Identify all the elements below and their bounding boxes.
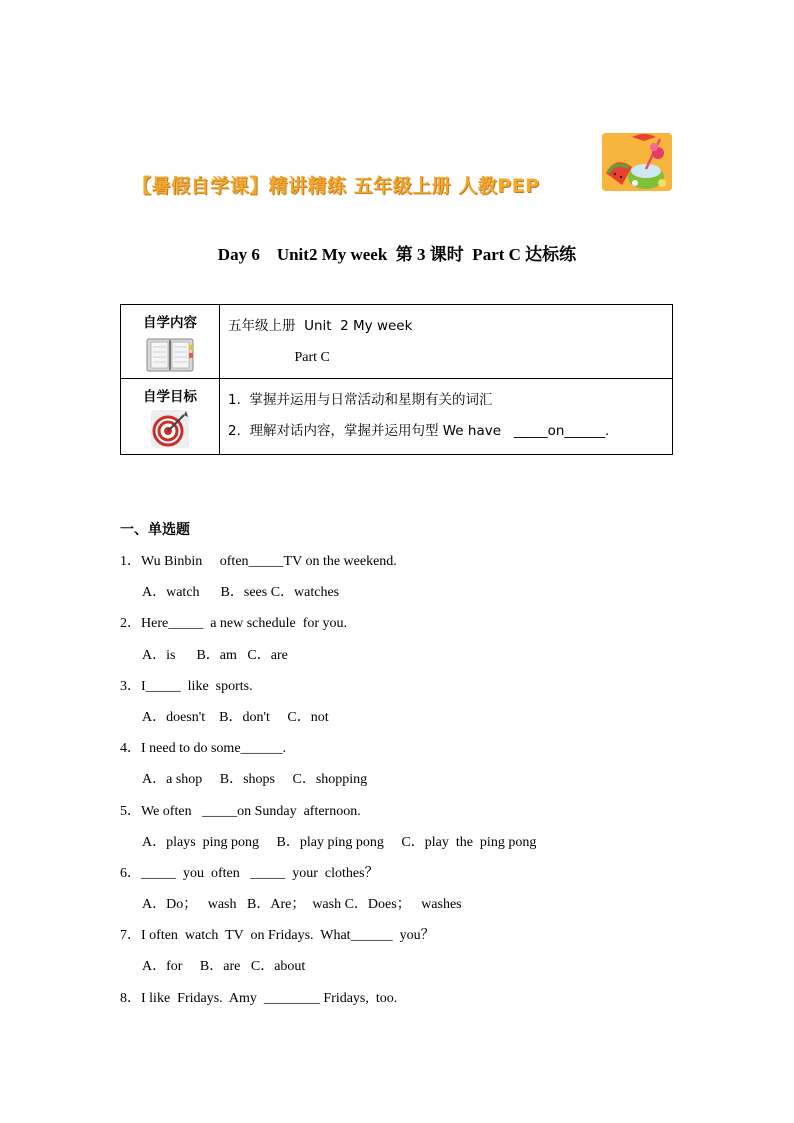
table-row-goals bbox=[121, 379, 673, 455]
question-options: A．doesn't B．don't C．not bbox=[142, 709, 329, 725]
label-cell-content bbox=[121, 305, 220, 379]
section-heading: 一、单选题 bbox=[120, 522, 190, 538]
question-stem: 7．I often watch TV on Fridays. What______ you？ bbox=[120, 928, 435, 944]
question-stem: 5．We often _____on Sunday afternoon. bbox=[120, 803, 361, 819]
question-options: A．watch B．sees C．watches bbox=[142, 585, 340, 601]
question-stem: 1．Wu Binbin often_____TV on the weekend. bbox=[120, 554, 397, 569]
page-title: Day 6 Unit2 My week 第 3 课时 Part C 达标练 bbox=[217, 245, 577, 264]
question-stem: 4．I need to do some______. bbox=[120, 741, 287, 757]
summer-drink-illustration bbox=[602, 133, 672, 191]
question-stem: 2．Here_____ a new schedule for you. bbox=[120, 616, 348, 632]
question-stem: 6．_____ you often _____ your clothes？ bbox=[120, 865, 379, 881]
target-icon bbox=[150, 409, 190, 454]
content-line-2: Part C bbox=[228, 350, 330, 365]
label-study-content: 自学内容 bbox=[143, 315, 197, 331]
question-stem: 8．I like Fridays. Amy ________ Fridays, too. bbox=[120, 990, 398, 1006]
study-info-table bbox=[120, 304, 673, 455]
value-cell-goals bbox=[220, 379, 673, 455]
goal-line-2: 2. 理解对话内容，掌握并运用句型 We have _____on______. bbox=[228, 423, 610, 439]
question-options: A．is B．am C．are bbox=[142, 647, 288, 663]
goal-line-1: 1. 掌握并运用与日常活动和星期有关的词汇 bbox=[228, 392, 493, 408]
question-options: A．a shop B．shops C．shopping bbox=[142, 772, 368, 788]
label-cell-goals bbox=[121, 379, 220, 455]
question-options: A．plays ping pong B．play ping pong C．play the ping pong bbox=[142, 834, 537, 850]
header-banner bbox=[120, 133, 674, 195]
label-study-goals: 自学目标 bbox=[143, 389, 197, 405]
question-options: A．for B．are C．about bbox=[142, 959, 306, 975]
question-stem: 3．I_____ like sports. bbox=[120, 678, 253, 694]
question-options: A．Do； wash B．Are； wash C．Does； washes bbox=[142, 897, 462, 913]
question-list bbox=[120, 550, 680, 1018]
notebook-icon bbox=[145, 337, 195, 378]
value-cell-content bbox=[220, 305, 673, 379]
table-row-content bbox=[121, 305, 673, 379]
banner-title: 【暑假自学课】精讲精练 五年级上册 人教PEP bbox=[132, 175, 540, 197]
content-line-1: 五年级上册 Unit 2 My week bbox=[228, 318, 413, 334]
